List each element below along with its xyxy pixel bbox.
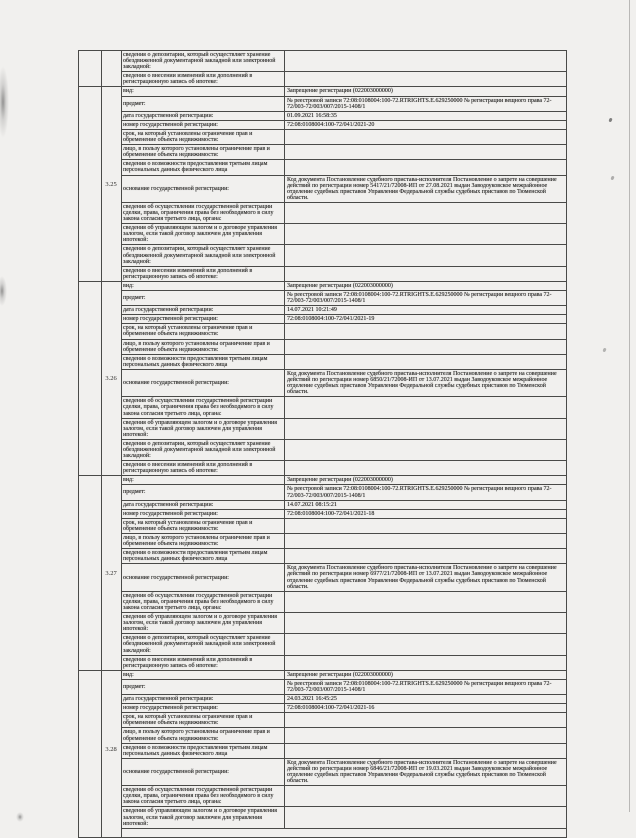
field-label: дата государственной регистрации: xyxy=(123,112,214,119)
field-value: Запрещение регистрации (022003000000) xyxy=(287,282,393,289)
field-label: сведения о возможности предоставления третьим лицам персональных данных физического лица xyxy=(123,550,268,563)
field-label: вид: xyxy=(123,88,134,95)
field-label: предмет: xyxy=(123,295,146,302)
field-label: номер государственной регистрации: xyxy=(123,316,218,323)
table-row xyxy=(121,695,566,704)
margin-cell xyxy=(79,87,101,280)
field-label: сведения о внесении изменений или дополнений в регистрационную запись об ипотеке: xyxy=(123,267,253,280)
group-rows xyxy=(121,282,566,475)
field-label: лицо, в пользу которого установлены ограничение прав и обременение объекта недвижимости: xyxy=(123,146,270,159)
table-row xyxy=(121,282,566,291)
group-rows xyxy=(121,476,566,669)
registry-entry-group xyxy=(79,670,566,829)
field-label: основание государственной регистрации: xyxy=(123,768,229,775)
scan-speck xyxy=(608,118,612,123)
field-label: основание государственной регистрации: xyxy=(123,185,229,192)
table-row xyxy=(121,245,566,266)
field-label: сведения о возможности предоставления третьим лицам персональных данных физического лица xyxy=(123,744,268,757)
table-row xyxy=(121,461,566,475)
table-row xyxy=(121,145,566,160)
registry-entry-group xyxy=(79,475,566,669)
item-number: 3.27 xyxy=(105,569,117,577)
table-row xyxy=(121,564,566,591)
field-value: Код документа Постановление судебного пристава-исполнителя Постановление о запрете на совершение действий по регистрации номер 5417/21/72008-ИП от 27.08.2021 выдан Заводоуковское межрайонное отделение судебных приставов Управления Федеральной службы судебных приставов по Тюменской области. xyxy=(287,176,557,201)
table-row xyxy=(121,370,566,397)
margin-cell xyxy=(79,282,101,475)
field-label: сведения о депозитарии, который осуществляет хранение обездвиженной документарной закладной или электронной закладной: xyxy=(123,635,276,654)
field-value: 72:08:0108004:100-72/041/2021-20 xyxy=(287,121,375,128)
table-row xyxy=(121,759,566,786)
table-row xyxy=(121,744,566,759)
table-row xyxy=(121,306,566,315)
table-inner-vertical-line xyxy=(101,51,102,837)
field-value: 72:08:0108004:100-72/041/2021-16 xyxy=(287,705,375,712)
field-value: 72:08:0108004:100-72/041/2021-19 xyxy=(287,316,375,323)
table-row xyxy=(121,267,566,281)
table-row xyxy=(121,224,566,245)
field-value: Код документа Постановление судебного пристава-исполнителя Постановление о запрете на совершение действий по регистрации номер 6977/21/72008-ИП от 13.07.2021 выдан Заводоуковское межрайонное отделение судебных приставов Управления Федеральной службы судебных приставов по Тюменской области. xyxy=(287,565,557,590)
field-label: предмет: xyxy=(123,489,146,496)
field-label: номер государственной регистрации: xyxy=(123,121,218,128)
item-number: 3.26 xyxy=(105,375,117,383)
field-label: основание государственной регистрации: xyxy=(123,380,229,387)
field-label: дата государственной регистрации: xyxy=(123,696,214,703)
field-label: сведения об осуществлении государственной регистрации сделки, права, ограничения права без необходимого в силу закона согласия третьего лица, органа: xyxy=(123,787,274,806)
field-label: лицо, в пользу которого установлены ограничение прав и обременение объекта недвижимости: xyxy=(123,340,270,353)
field-label: сведения об осуществлении государственной регистрации сделки, права, ограничения права без необходимого в силу закона согласия третьего лица, органа: xyxy=(123,398,274,417)
table-row xyxy=(121,476,566,485)
field-label: вид: xyxy=(123,282,134,289)
field-value: 24.03.2021 16:45:25 xyxy=(287,696,337,703)
table-row xyxy=(121,549,566,564)
field-value: 01.09.2021 16:58:35 xyxy=(287,112,337,119)
field-label: сведения об осуществлении государственной регистрации сделки, права, ограничения права без необходимого в силу закона согласия третьего лица, органа: xyxy=(123,203,274,223)
table-row xyxy=(121,510,566,519)
field-label: срок, на который установлены ограничение прав и обременение объекта недвижимости: xyxy=(123,519,253,532)
field-label: предмет: xyxy=(123,100,146,107)
field-label: срок, на который установлены ограничение прав и обременение объекта недвижимости: xyxy=(123,130,253,144)
table-row xyxy=(121,112,566,121)
item-number: 3.28 xyxy=(105,746,117,754)
field-value: № реестровой записи 72:08:0108004:100-72.RTRIGHTS.E.629250000 № регистрации вещного права 72-72/003-72/003/007/2015-1408/1 xyxy=(287,486,552,499)
table-row xyxy=(121,534,566,549)
table-row xyxy=(121,203,566,224)
registry-entry-group xyxy=(79,86,566,280)
field-value: Код документа Постановление судебного пристава-исполнителя Постановление о запрете на совершение действий по регистрации номер 6846/21/72008-ИП от 19.03.2021 выдан Заводоуковское межрайонное отделение судебных приставов Управления Федеральной службы судебных приставов по Тюменской области. xyxy=(287,759,557,785)
field-label: сведения о внесении изменений или дополнений в регистрационную запись об ипотеке: xyxy=(123,462,253,475)
field-label: вид: xyxy=(123,671,134,678)
table-row xyxy=(121,634,566,655)
table-row xyxy=(121,485,566,500)
field-value: Запрещение регистрации (022003000000) xyxy=(287,88,393,95)
table-row xyxy=(121,704,566,713)
field-label: дата государственной регистрации: xyxy=(123,307,214,314)
table-row xyxy=(121,340,566,355)
table-row xyxy=(121,291,566,306)
table-row xyxy=(121,656,566,670)
registry-entry-group xyxy=(79,281,566,475)
table-row xyxy=(121,728,566,743)
table-inner-vertical-line xyxy=(121,51,122,837)
table-row xyxy=(121,176,566,203)
field-label: предмет: xyxy=(123,683,146,690)
table-row xyxy=(121,72,566,86)
field-label: сведения о внесении изменений или дополнений в регистрационную запись об ипотеке: xyxy=(123,73,253,86)
field-label: срок, на который установлены ограничение прав и обременение объекта недвижимости: xyxy=(123,325,253,338)
scan-smudge xyxy=(0,276,7,306)
field-label: лицо, в пользу которого установлены ограничение прав и обременение объекта недвижимости: xyxy=(123,729,270,742)
scan-smudge xyxy=(16,812,24,822)
page-edge-line xyxy=(629,0,630,812)
table-row xyxy=(121,51,566,72)
scan-speck xyxy=(602,348,606,353)
table-row xyxy=(121,713,566,728)
group-rows xyxy=(121,671,566,829)
table-row xyxy=(121,324,566,339)
field-label: сведения об управляющем залогом и о договоре управления залогом, если такой договор заключен для управления ипотекой: xyxy=(123,225,278,244)
margin-cell xyxy=(79,476,101,669)
field-label: сведения о возможности предоставления третьим лицам персональных данных физического лица xyxy=(123,355,268,368)
table-row xyxy=(121,519,566,534)
field-value: № реестровой записи 72:08:0108004:100-72.RTRIGHTS.E.629250000 № регистрации вещного права 72-72/003-72/003/007/2015-1408/1 xyxy=(287,680,552,693)
margin-cell xyxy=(79,51,101,86)
field-value: Запрещение регистрации (022003000000) xyxy=(287,671,393,678)
table-row xyxy=(121,315,566,324)
table-row xyxy=(121,592,566,613)
registry-entry-group xyxy=(79,51,566,86)
table-row xyxy=(121,671,566,680)
field-value: 14.07.2021 08:15:21 xyxy=(287,501,337,508)
field-label: основание государственной регистрации: xyxy=(123,574,229,581)
field-value: № реестровой записи 72:08:0108004:100-72.RTRIGHTS.E.629250000 № регистрации вещного права 72-72/003-72/003/007/2015-1408/1 xyxy=(287,292,552,305)
field-label: сведения о внесении изменений или дополнений в регистрационную запись об ипотеке: xyxy=(123,656,253,669)
field-value: Запрещение регистрации (022003000000) xyxy=(287,477,393,484)
field-label: сведения о депозитарии, который осуществляет хранение обездвиженной документарной закладной или электронной закладной: xyxy=(123,52,276,71)
table-row xyxy=(121,121,566,130)
field-label: сведения об управляющем залогом и о договоре управления залогом, если такой договор заключен для управления ипотекой: xyxy=(123,419,278,438)
field-label: лицо, в пользу которого установлены ограничение прав и обременение объекта недвижимости: xyxy=(123,535,270,548)
item-number: 3.25 xyxy=(105,180,117,188)
table-row xyxy=(121,786,566,807)
table-row xyxy=(121,419,566,440)
field-label: номер государственной регистрации: xyxy=(123,510,218,517)
field-label: срок, на который установлены ограничение прав и обременение объекта недвижимости: xyxy=(123,714,253,727)
item-number xyxy=(101,51,121,86)
table-row xyxy=(121,807,566,828)
field-value: № реестровой записи 72:08:0108004:100-72.RTRIGHTS.E.629250000 № регистрации вещного права 72-72/003-72/003/007/2015-1408/1 xyxy=(287,97,552,110)
table-row xyxy=(121,440,566,461)
field-label: вид: xyxy=(123,477,134,484)
field-value: Код документа Постановление судебного пристава-исполнителя Постановление о запрете на совершение действий по регистрации номер 6850/21/72008-ИП от 13.07.2021 выдан Заводоуковское межрайонное отделение судебных приставов Управления Федеральной службы судебных приставов по Тюменской области. xyxy=(287,370,557,396)
group-rows xyxy=(121,51,566,86)
table-row xyxy=(121,397,566,418)
table-row xyxy=(121,130,566,145)
table-row xyxy=(121,613,566,634)
table-row xyxy=(121,160,566,175)
table-row xyxy=(121,355,566,370)
field-label: сведения об управляющем залогом и о договоре управления залогом, если такой договор заключен для управления ипотекой: xyxy=(123,614,278,633)
table-row xyxy=(121,97,566,112)
margin-cell xyxy=(79,671,101,829)
registry-table xyxy=(78,50,567,838)
scan-speck xyxy=(610,176,614,181)
field-label: номер государственной регистрации: xyxy=(123,705,218,712)
field-label: сведения о депозитарии, который осуществляет хранение обездвиженной документарной закладной или электронной закладной: xyxy=(123,246,276,265)
field-value: 14.07.2021 10:21:49 xyxy=(287,307,337,314)
table-row xyxy=(121,501,566,510)
table-row xyxy=(121,680,566,695)
field-label: сведения об осуществлении государственной регистрации сделки, права, ограничения права без необходимого в силу закона согласия третьего лица, органа: xyxy=(123,592,274,611)
field-value: 72:08:0108004:100-72/041/2021-18 xyxy=(287,510,375,517)
table-row xyxy=(121,87,566,96)
field-label: дата государственной регистрации: xyxy=(123,501,214,508)
field-label: сведения о депозитарии, который осуществляет хранение обездвиженной документарной закладной или электронной закладной: xyxy=(123,440,276,460)
scan-smudge xyxy=(0,66,9,138)
field-label: сведения о возможности предоставления третьим лицам персональных данных физического лица xyxy=(123,161,268,174)
group-rows xyxy=(121,87,566,280)
field-label: сведения об управляющем залогом и о договоре управления залогом, если такой договор заключен для управления ипотекой: xyxy=(123,808,278,827)
